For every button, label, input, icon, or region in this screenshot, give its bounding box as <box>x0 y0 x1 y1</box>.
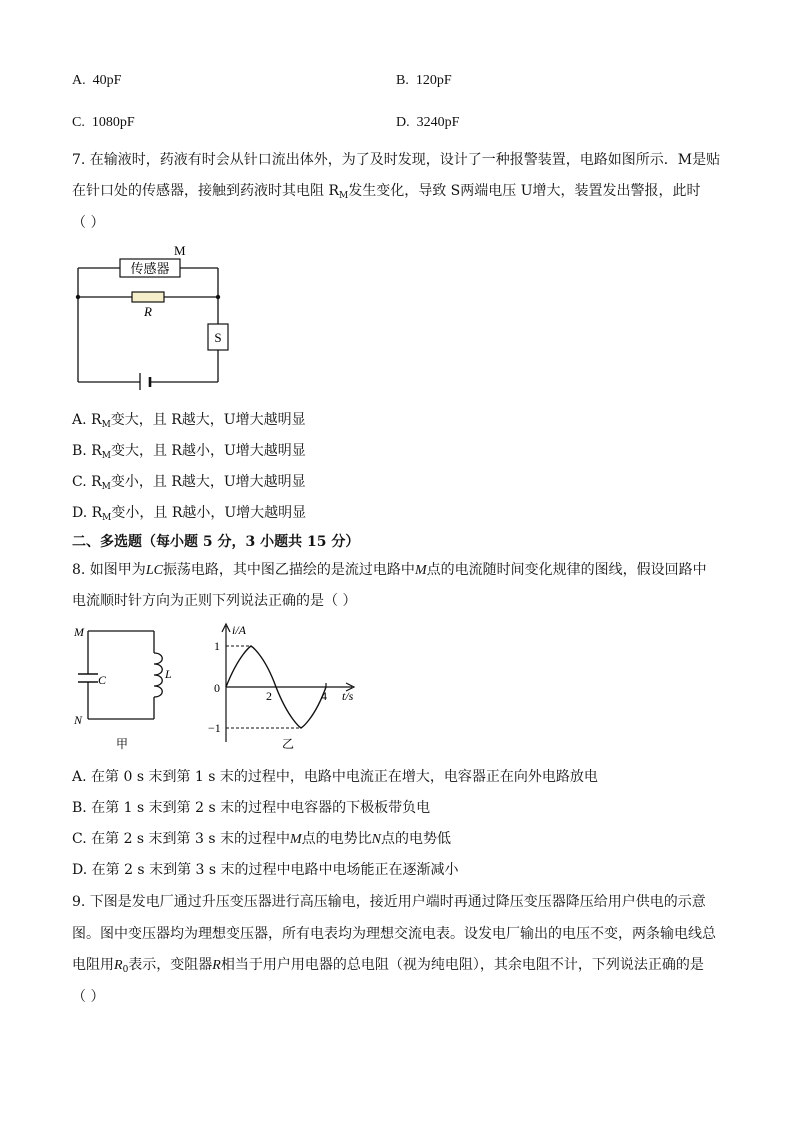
sensor-label: 传感器 <box>130 261 170 276</box>
q9-stem-line3: 电阻用$R_0$表示，变阻器R相当于用户用电器的总电阻（视为纯电阻），其余电阻不计，下列说法正确的是 <box>72 957 704 975</box>
q8-option-d[interactable]: D. 在第 2 s 末到第 3 s 末的过程中电路中电场能正在逐渐减小 <box>72 862 459 878</box>
q7-stem-line1: 7. 在输液时，药液有时会从针口流出体外，为了及时发现，设计了一种报警装置，电路如图所示．M是贴 <box>72 152 721 168</box>
y-tick-0: 0 <box>214 681 220 695</box>
n-point-label: N <box>74 713 83 727</box>
q8-stem-line2: 电流顺时针方向为正则下列说法正确的是（ ） <box>72 593 357 609</box>
q9-stem-line2: 图。图中变压器均为理想变压器，所有电表均为理想交流电表。设发电厂输出的电压不变，两条输电线总 <box>72 926 716 942</box>
q7-option-d[interactable]: D. $R_M$变小，且 R越小，U增大越明显 <box>72 505 307 523</box>
q8-option-a[interactable]: A. 在第 0 s 末到第 1 s 末的过程中，电路中电流正在增大，电容器正在向外电路放电 <box>72 769 598 785</box>
x-tick-2-label: 2 <box>266 689 272 703</box>
q7-option-c[interactable]: C. $R_M$变小，且 R越大，U增大越明显 <box>72 474 306 492</box>
m-label: M <box>174 243 186 258</box>
y-tick-1: 1 <box>214 639 220 653</box>
junction-right <box>216 295 220 299</box>
junction-left <box>76 295 80 299</box>
q7-alarm-circuit-diagram <box>68 240 238 390</box>
q9-answer-bracket: （ ） <box>72 989 105 1005</box>
q9-stem-line1: 9. 下图是发电厂通过升压变压器进行高压输电，接近用户端时再通过降压变压器降压给用户供电的示意 <box>72 894 706 910</box>
q8-option-c[interactable]: C. 在第 2 s 末到第 3 s 末的过程中M点的电势比N点的电势低 <box>72 831 452 847</box>
y-tick-neg1: −1 <box>208 721 221 735</box>
q6-option-b[interactable]: B. 120pF <box>396 73 452 88</box>
x-axis-label: t/s <box>342 689 354 703</box>
q6-option-d[interactable]: D. 3240pF <box>396 115 460 130</box>
m-point-label: M <box>74 625 84 639</box>
q7-option-b[interactable]: B. $R_M$变大，且 R越小，U增大越明显 <box>72 443 306 461</box>
q7-stem-line2: 在针口处的传感器，接触到药液时其电阻 $R_M$发生变化，导致 S两端电压 U增大，装置发出警报，此时 <box>72 183 701 201</box>
l-label: L <box>165 667 172 681</box>
q7-option-a[interactable]: A. $R_M$变大，且 R越大，U增大越明显 <box>72 412 306 430</box>
q8-current-time-graph <box>208 620 368 755</box>
figure-caption-yi: 乙 <box>281 737 295 751</box>
q6-option-c[interactable]: C. 1080pF <box>72 115 135 130</box>
r-label: R <box>144 304 152 319</box>
s-label: S <box>214 330 222 345</box>
q8-lc-circuit-diagram <box>68 620 188 755</box>
resistor-r <box>132 292 164 302</box>
section-heading-multiple-choice: 二、多选题（每小题 5 分，3 小题共 15 分） <box>72 534 360 550</box>
y-axis-label: i/A <box>232 623 246 637</box>
q6-option-a[interactable]: A. 40pF <box>72 73 122 88</box>
figure-caption-jia: 甲 <box>115 737 129 751</box>
x-tick-4-label: 4 <box>321 689 327 703</box>
q8-option-b[interactable]: B. 在第 1 s 末到第 2 s 末的过程中电容器的下极板带负电 <box>72 800 431 816</box>
q7-answer-bracket: （ ） <box>72 215 105 231</box>
c-label: C <box>98 673 107 687</box>
q8-stem-line1: 8. 如图甲为LC振荡电路，其中图乙描绘的是流过电路中M点的电流随时间变化规律的图线，假设回路中 <box>72 562 707 578</box>
